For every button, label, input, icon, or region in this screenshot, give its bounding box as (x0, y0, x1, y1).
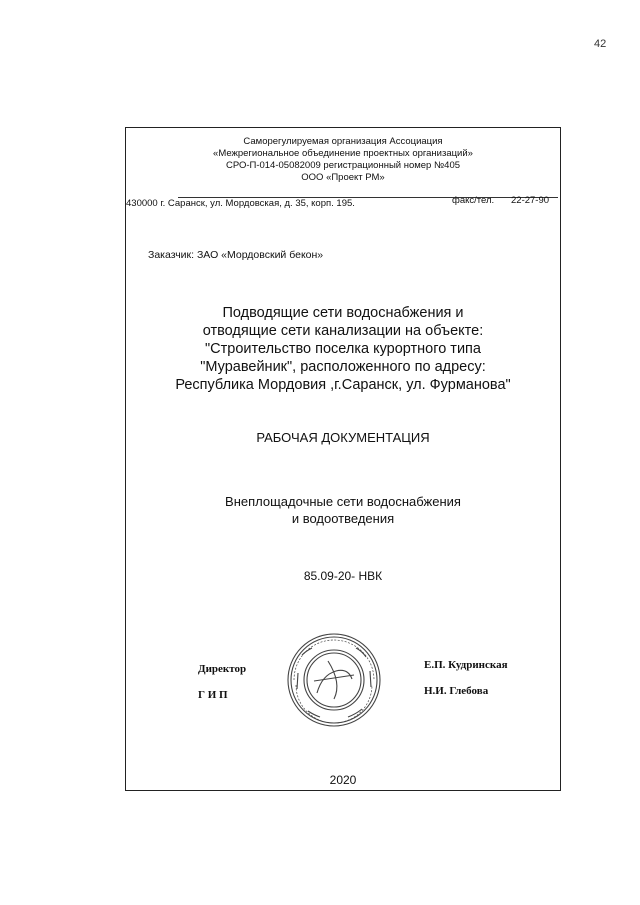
title-line: Подводящие сети водоснабжения и (222, 305, 464, 321)
fax-label: факс/тел. (452, 195, 495, 206)
signature-role-gip: Г И П (198, 689, 228, 701)
document-year: 2020 (329, 773, 357, 787)
org-line: «Межрегиональное объединение проектных организаций» (213, 148, 473, 159)
org-line: Саморегулируемая организация Ассоциация (243, 136, 443, 147)
title-line: "Строительство поселка курортного типа (205, 341, 481, 357)
document-type: РАБОЧАЯ ДОКУМЕНТАЦИЯ (256, 430, 430, 445)
project-title (126, 304, 560, 394)
company-seal-stamp (284, 631, 384, 729)
org-address: 430000 г. Саранск, ул. Мордовская, д. 35, корп. 195. (126, 198, 355, 209)
subtitle-line: и водоотведения (291, 511, 395, 526)
subtitle-line: Внеплощадочные сети водоснабжения (225, 494, 461, 509)
title-line: отводящие сети канализации на объекте: (202, 323, 484, 339)
page-number: 42 (594, 38, 607, 50)
document-subtitle (126, 493, 560, 527)
document-code: 85.09-20- НВК (303, 569, 383, 583)
signature-role-director: Директор (198, 663, 247, 675)
signature-name-gip: Н.И. Глебова (424, 685, 489, 697)
organization-block (126, 136, 560, 184)
org-line: ООО «Проект РМ» (301, 172, 385, 183)
org-line: СРО-П-014-05082009 регистрационный номер №405 (225, 160, 461, 171)
signature-name-director: Е.П. Кудринская (424, 659, 508, 671)
customer-line: Заказчик: ЗАО «Мордовский бекон» (148, 249, 324, 261)
fax-number: 22-27-90 (511, 195, 550, 206)
title-line: "Муравейник", расположенного по адресу: (200, 359, 486, 375)
title-page-frame (125, 127, 561, 791)
title-line: Республика Мордовия ,г.Саранск, ул. Фурманова" (175, 377, 511, 393)
